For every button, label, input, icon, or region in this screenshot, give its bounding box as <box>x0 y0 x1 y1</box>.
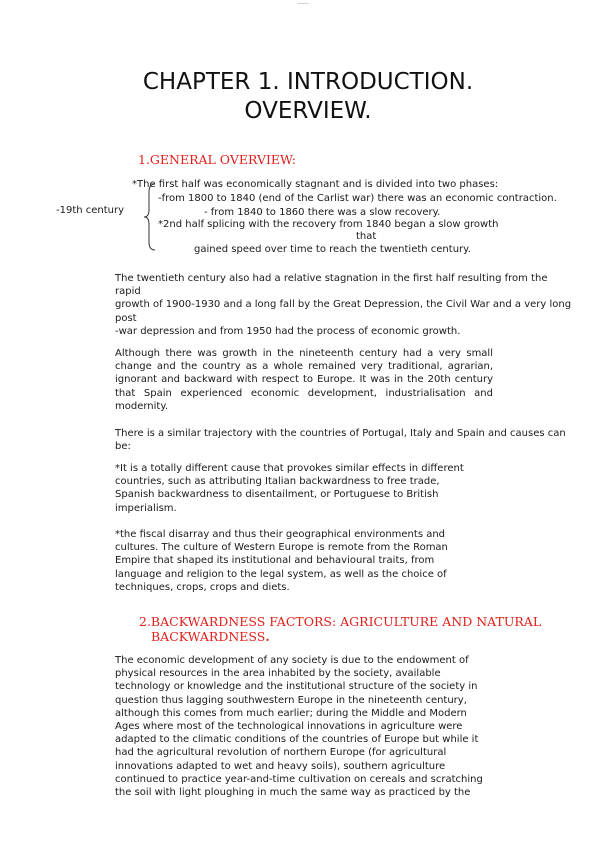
text-line: *the fiscal disarray and thus their geographical environments and <box>115 529 446 540</box>
text-line: -war depression and from 1950 had the process of economic growth. <box>115 325 461 337</box>
paragraph-economic-development <box>115 654 483 799</box>
text-line: the soil with light ploughing in much the same way as practiced by the <box>115 787 471 799</box>
section-2-heading-line-1: 2.BACKWARDNESS FACTORS: AGRICULTURE AND NATURAL <box>139 614 542 629</box>
text-line: Spanish backwardness to disentailment, or Portuguese to British <box>115 489 439 501</box>
text-line: There is a similar trajectory with the countries of Portugal, Italy and Spain and causes can <box>115 428 566 439</box>
text-line: techniques, crops, crops and diets. <box>115 581 290 593</box>
text-line: change and the country as a whole remained very traditional, agrarian, <box>115 361 493 373</box>
overview-line-3: - from 1840 to 1860 there was a slow recovery. <box>204 207 441 218</box>
text-line: although this comes from much earlier; during the Middle and Modern <box>115 707 467 719</box>
overview-line-5: that <box>356 231 377 242</box>
text-line: Although there was growth in the nineteenth century had a very small <box>115 348 493 359</box>
text-line: ignorant and backward with respect to Europe. It was in the 20th century <box>115 374 493 386</box>
text-line: be: <box>115 441 131 453</box>
overview-line-2: -from 1800 to 1840 (end of the Carlist war) there was an economic contraction. <box>158 193 557 204</box>
paragraph-similar-trajectory <box>115 427 566 453</box>
curly-brace-icon <box>143 182 157 252</box>
text-line: question thus lagging southwestern Europe in the nineteenth century, <box>115 694 467 706</box>
overview-line-6: gained speed over time to reach the twentieth century. <box>194 244 471 255</box>
text-line: Empire that shaped its institutional and behavioural traits, from <box>115 555 435 567</box>
overview-line-1: *The first half was economically stagnant and is divided into two phases: <box>132 179 499 190</box>
chapter-title-line-2: OVERVIEW. <box>244 98 372 124</box>
text-line: imperialism. <box>115 502 177 514</box>
text-line: rapid <box>115 286 141 298</box>
text-line: that Spain experienced economic development, industrialisation and <box>115 387 493 399</box>
paragraph-twentieth-century <box>115 272 571 338</box>
text-line: growth of 1900-1930 and a long fall by the Great Depression, the Civil War and a very long <box>115 299 572 311</box>
text-line: physical resources in the area inhabited by the society, available <box>115 668 441 680</box>
page-header-mark: ----- <box>298 0 309 7</box>
text-line: The twentieth century also had a relative stagnation in the first half resulting from the <box>115 273 548 284</box>
text-line: cultures. The culture of Western Europe is remote from the Roman <box>115 542 448 554</box>
paragraph-nineteenth-century-growth <box>115 347 493 413</box>
text-line: The economic development of any society is due to the endowment of <box>115 655 469 666</box>
side-label-19th-century: -19th century <box>56 205 125 216</box>
text-line: countries, such as attributing Italian backwardness to free trade, <box>115 476 440 488</box>
text-line: language and religion to the legal system, as well as the choice of <box>115 568 447 580</box>
text-line: had the agricultural revolution of northern Europe (for agricultural <box>115 747 447 759</box>
section-2-heading-text: BACKWARDNESS <box>151 629 266 644</box>
text-line: Ages where most of the technological innovations in agriculture were <box>115 721 463 733</box>
paragraph-different-cause <box>115 462 464 515</box>
paragraph-fiscal-disarray <box>115 528 448 594</box>
section-2-heading-dot: . <box>265 629 270 644</box>
chapter-title <box>0 68 616 126</box>
text-line: innovations adapted to wet and heavy soils), southern agriculture <box>115 760 446 772</box>
text-line: *It is a totally different cause that provokes similar effects in different <box>115 463 464 474</box>
overview-line-4: *2nd half splicing with the recovery from 1840 began a slow growth <box>158 219 499 230</box>
chapter-title-line-1: CHAPTER 1. INTRODUCTION. <box>142 69 474 95</box>
section-2-heading <box>139 614 541 644</box>
section-2-heading-line-2 <box>139 629 541 644</box>
text-line: adapted to the climatic conditions of the countries of Europe but while it <box>115 734 479 746</box>
text-line: technology or knowledge and the institutional structure of the society in <box>115 681 478 693</box>
section-1-heading: 1.GENERAL OVERVIEW: <box>138 152 297 167</box>
text-line: post <box>115 312 137 324</box>
text-line: continued to practice year-and-time cultivation on cereals and scratching <box>115 773 483 785</box>
text-line: modernity. <box>115 400 169 412</box>
